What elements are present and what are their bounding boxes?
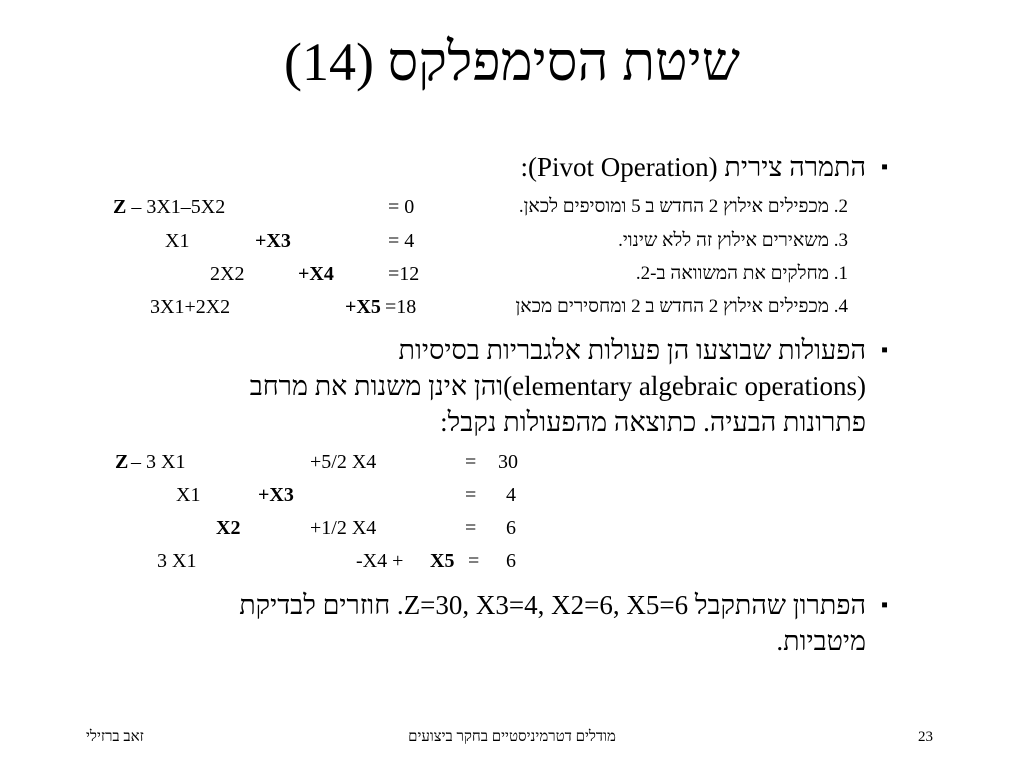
operations-line-1: הפעולות שבוצעו הן פעולות אלגבריות בסיסיות	[398, 335, 866, 365]
result-4-rhs: 6	[506, 550, 516, 572]
slide-title: שיטת הסימפלקס (14)	[283, 32, 741, 92]
step-3-eq: =12	[388, 263, 420, 285]
pivot-heading: התמרה צירית (Pivot Operation):	[520, 152, 866, 182]
step-4-eq: =18	[385, 296, 417, 318]
step-4-note: 4. מכפילים אילוץ 2 החדש ב 2 ומחסירים מכאן	[515, 296, 848, 317]
result-1-eq: =	[465, 451, 477, 473]
step-2-basic: +X3	[255, 230, 291, 252]
result-2-a: X1	[176, 484, 201, 506]
step-4-basic: +X5	[345, 296, 381, 318]
step-1-note: 2. מכפילים אילוץ 2 החדש ב 5 ומוסיפים לכאן.	[518, 196, 848, 217]
step-2-eq: = 4	[388, 230, 415, 252]
result-3-basic: X2	[216, 517, 241, 539]
result-1-a: – 3 X1	[131, 451, 186, 473]
square-bullet-icon: ▪	[881, 594, 889, 616]
footer-course: מודלים דטרמיניסטיים בחקר ביצועים	[408, 729, 616, 745]
step-2-lhs: X1	[165, 230, 190, 252]
step-3-basic: +X4	[298, 263, 334, 285]
result-1-z: Z	[115, 451, 129, 473]
result-4-eq: =	[468, 550, 480, 572]
result-2-basic: +X3	[258, 484, 294, 506]
result-4-b: -X4 +	[356, 550, 404, 572]
footer-author: זאב ברזילי	[86, 729, 144, 745]
step-4-lhs: 3X1+2X2	[150, 296, 231, 318]
result-4-basic: X5	[430, 550, 455, 572]
step-1-lhs: Z – 3X1–5X2	[113, 196, 226, 218]
bullet-text	[520, 150, 866, 184]
result-3-eq: =	[465, 517, 477, 539]
square-bullet-icon: ▪	[881, 339, 889, 361]
step-1-eq: = 0	[388, 196, 415, 218]
result-2-rhs: 4	[506, 484, 516, 506]
result-3-rhs: 6	[506, 517, 516, 539]
solution-line-2: מיטביות.	[776, 626, 866, 656]
result-4-a: 3 X1	[157, 550, 197, 572]
operations-line-3: פתרונות הבעיה. כתוצאה מהפעולות נקבל:	[440, 407, 866, 437]
square-bullet-icon: ▪	[881, 156, 889, 178]
page-number: 23	[918, 729, 933, 745]
step-2-note: 3. משאירים אילוץ זה ללא שינוי.	[618, 230, 848, 251]
operations-line-2: (elementary algebraic operations)והן אינן משנות את מרחב	[249, 371, 866, 401]
result-3-b: +1/2 X4	[310, 517, 377, 539]
step-3-note: 1. מחלקים את המשוואה ב-2.	[635, 263, 848, 284]
result-1-b: +5/2 X4	[310, 451, 377, 473]
solution-line-1: הפתרון שהתקבל Z=30, X3=4, X2=6, X5=6. חוזרים לבדיקת	[239, 590, 866, 620]
step-3-lhs: 2X2	[210, 263, 245, 285]
result-2-eq: =	[465, 484, 477, 506]
result-1-rhs: 30	[498, 451, 518, 473]
